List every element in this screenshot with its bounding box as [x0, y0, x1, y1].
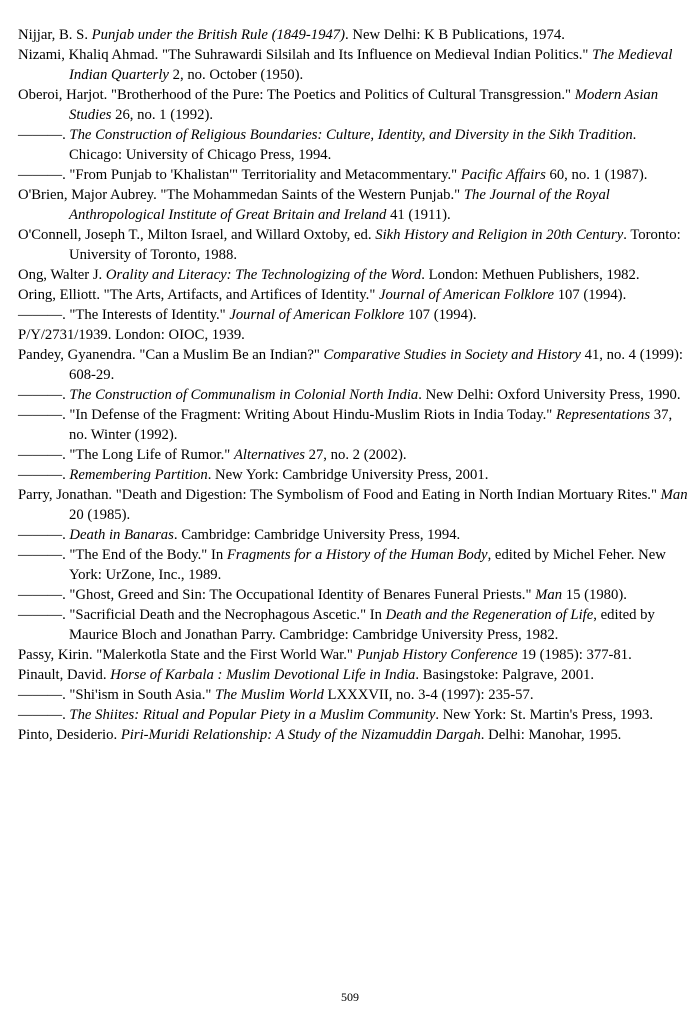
bibliography-entry — [18, 265, 693, 285]
entry-text: . London: Methuen Publishers, 1982. — [421, 267, 640, 283]
bibliography-entry — [18, 705, 693, 725]
bibliography-entry — [18, 665, 693, 685]
entry-text: O'Connell, Joseph T., Milton Israel, and Willard Oxtoby, ed. — [18, 227, 376, 243]
entry-text: . Cambridge: Cambridge University Press, 1994. — [173, 527, 461, 543]
entry-text: 41 (1911). — [386, 207, 451, 223]
bibliography-entry — [18, 25, 693, 45]
entry-text: ———. — [18, 127, 70, 143]
entry-text: ———. "In Defense of the Fragment: Writing About Hindu-Muslim Riots in India Today." — [18, 407, 556, 423]
entry-title-italic: The Muslim World — [215, 687, 324, 703]
bibliography-entry — [18, 285, 693, 305]
entry-text: 20 (1985). — [69, 507, 131, 523]
entry-text: Oberoi, Harjot. "Brotherhood of the Pure: The Poetics and Politics of Cultural Transgression." — [18, 87, 575, 103]
entry-title-italic: Horse of Karbala : Muslim Devotional Life in India — [110, 667, 416, 683]
entry-title-italic: The Medieval Indian Quarterly — [69, 47, 673, 83]
bibliography-entry — [18, 185, 693, 225]
entry-text: ———. "Ghost, Greed and Sin: The Occupational Identity of Benares Funeral Priests." — [18, 587, 536, 603]
entry-title-italic: Modern Asian Studies — [69, 87, 659, 123]
entry-text: ———. — [18, 527, 70, 543]
entry-text: ———. "Sacrificial Death and the Necrophagous Ascetic." In — [18, 607, 386, 623]
entry-title-italic: Death and the Regeneration of Life — [385, 607, 594, 623]
entry-title-italic: Pacific Affairs — [460, 167, 546, 183]
entry-text: 2, no. October (1950). — [168, 67, 304, 83]
bibliography-entry — [18, 305, 693, 325]
entry-text: Passy, Kirin. "Malerkotla State and the First World War." — [18, 647, 357, 663]
entry-text: 107 (1994). — [554, 287, 627, 303]
entry-text: ———. — [18, 387, 70, 403]
entry-title-italic: Orality and Literacy: The Technologizing of the Word — [105, 267, 422, 283]
entry-text: ———. "The Interests of Identity." — [18, 307, 230, 323]
bibliography-entry — [18, 645, 693, 665]
entry-title-italic: Death in Banaras — [69, 527, 174, 543]
entry-text: Nizami, Khaliq Ahmad. "The Suhrawardi Silsilah and Its Influence on Medieval Indian Politics." — [18, 47, 593, 63]
bibliography-entry — [18, 465, 693, 485]
entry-text: ———. — [18, 707, 70, 723]
entry-title-italic: The Construction of Communalism in Colonial North India — [69, 387, 419, 403]
entry-title-italic: Alternatives — [233, 447, 305, 463]
entry-text: . Delhi: Manohar, 1995. — [480, 727, 622, 743]
bibliography-entry — [18, 725, 693, 745]
page-number: 509 — [341, 990, 359, 1004]
entry-title-italic: Remembering Partition — [69, 467, 208, 483]
entry-text: Pandey, Gyanendra. "Can a Muslim Be an Indian?" — [18, 347, 324, 363]
entry-text: . Chicago: University of Chicago Press, 1994. — [69, 127, 637, 163]
entry-text: , edited by Michel Feher. New York: UrZone, Inc., 1989. — [69, 547, 666, 583]
entry-text: Parry, Jonathan. "Death and Digestion: The Symbolism of Food and Eating in North Indian Mortuary Rites." — [18, 487, 661, 503]
entry-text: ———. "The End of the Body." In — [18, 547, 227, 563]
bibliography-list — [18, 25, 693, 745]
bibliography-entry — [18, 85, 693, 125]
bibliography-entry — [18, 525, 693, 545]
entry-text: 15 (1980). — [562, 587, 627, 603]
bibliography-entry — [18, 585, 693, 605]
entry-title-italic: The Construction of Religious Boundaries: Culture, Identity, and Diversity in the Sikh Tradition — [69, 127, 633, 143]
entry-title-italic: Representations — [555, 407, 651, 423]
entry-text: 26, no. 1 (1992). — [111, 107, 214, 123]
bibliography-entry — [18, 225, 693, 265]
entry-text: Oring, Elliott. "The Arts, Artifacts, and Artifices of Identity." — [18, 287, 380, 303]
entry-text: , edited by Maurice Bloch and Jonathan Parry. Cambridge: Cambridge University Press, 1982. — [69, 607, 655, 643]
entry-text: 19 (1985): 377-81. — [517, 647, 632, 663]
entry-text: Ong, Walter J. — [18, 267, 106, 283]
entry-text: . Basingstoke: Palgrave, 2001. — [415, 667, 595, 683]
bibliography-entry — [18, 385, 693, 405]
entry-text: 107 (1994). — [404, 307, 477, 323]
entry-title-italic: Punjab History Conference — [356, 647, 518, 663]
entry-title-italic: Piri-Muridi Relationship: A Study of the Nizamuddin Dargah — [120, 727, 481, 743]
entry-text: Pinto, Desiderio. — [18, 727, 121, 743]
entry-text: . Toronto: University of Toronto, 1988. — [69, 227, 681, 263]
entry-title-italic: Comparative Studies in Society and History — [323, 347, 581, 363]
entry-text: 60, no. 1 (1987). — [545, 167, 648, 183]
entry-title-italic: The Journal of the Royal Anthropological Institute of Great Britain and Ireland — [69, 187, 610, 223]
bibliography-entry — [18, 165, 693, 185]
entry-title-italic: Journal of American Folklore — [229, 307, 405, 323]
entry-text: . New Delhi: K B Publications, 1974. — [345, 27, 565, 43]
entry-text: . New Delhi: Oxford University Press, 1990. — [418, 387, 681, 403]
entry-text: 41, no. 4 (1999): 608-29. — [69, 347, 683, 383]
entry-title-italic: The Shiites: Ritual and Popular Piety in a Muslim Community — [69, 707, 436, 723]
entry-text: 27, no. 2 (2002). — [304, 447, 407, 463]
bibliography-entry — [18, 445, 693, 465]
entry-title-italic: Man — [660, 487, 688, 503]
entry-text: ———. — [18, 467, 70, 483]
entry-text: . New York: St. Martin's Press, 1993. — [435, 707, 654, 723]
entry-text: ———. "Shi'ism in South Asia." — [18, 687, 216, 703]
bibliography-entry — [18, 345, 693, 385]
entry-title-italic: Punjab under the British Rule (1849-1947) — [91, 27, 345, 43]
bibliography-entry — [18, 125, 693, 165]
entry-title-italic: Man — [535, 587, 563, 603]
bibliography-entry — [18, 325, 693, 345]
entry-text: ———. "From Punjab to 'Khalistan'" Territoriality and Metacommentary." — [18, 167, 461, 183]
entry-text: P/Y/2731/1939. London: OIOC, 1939. — [18, 327, 245, 343]
entry-title-italic: Sikh History and Religion in 20th Century — [375, 227, 624, 243]
bibliography-entry — [18, 45, 693, 85]
bibliography-entry — [18, 485, 693, 525]
entry-text: . New York: Cambridge University Press, 2001. — [207, 467, 489, 483]
entry-title-italic: Journal of American Folklore — [379, 287, 555, 303]
entry-text: ———. "The Long Life of Rumor." — [18, 447, 234, 463]
entry-text: Nijjar, B. S. — [18, 27, 92, 43]
bibliography-entry — [18, 545, 693, 585]
bibliography-entry — [18, 685, 693, 705]
entry-title-italic: Fragments for a History of the Human Body — [226, 547, 488, 563]
bibliography-entry — [18, 405, 693, 445]
entry-text: O'Brien, Major Aubrey. "The Mohammedan Saints of the Western Punjab." — [18, 187, 464, 203]
entry-text: Pinault, David. — [18, 667, 111, 683]
entry-text: 37, no. Winter (1992). — [69, 407, 673, 443]
entry-text: LXXXVII, no. 3-4 (1997): 235-57. — [323, 687, 534, 703]
bibliography-entry — [18, 605, 693, 645]
